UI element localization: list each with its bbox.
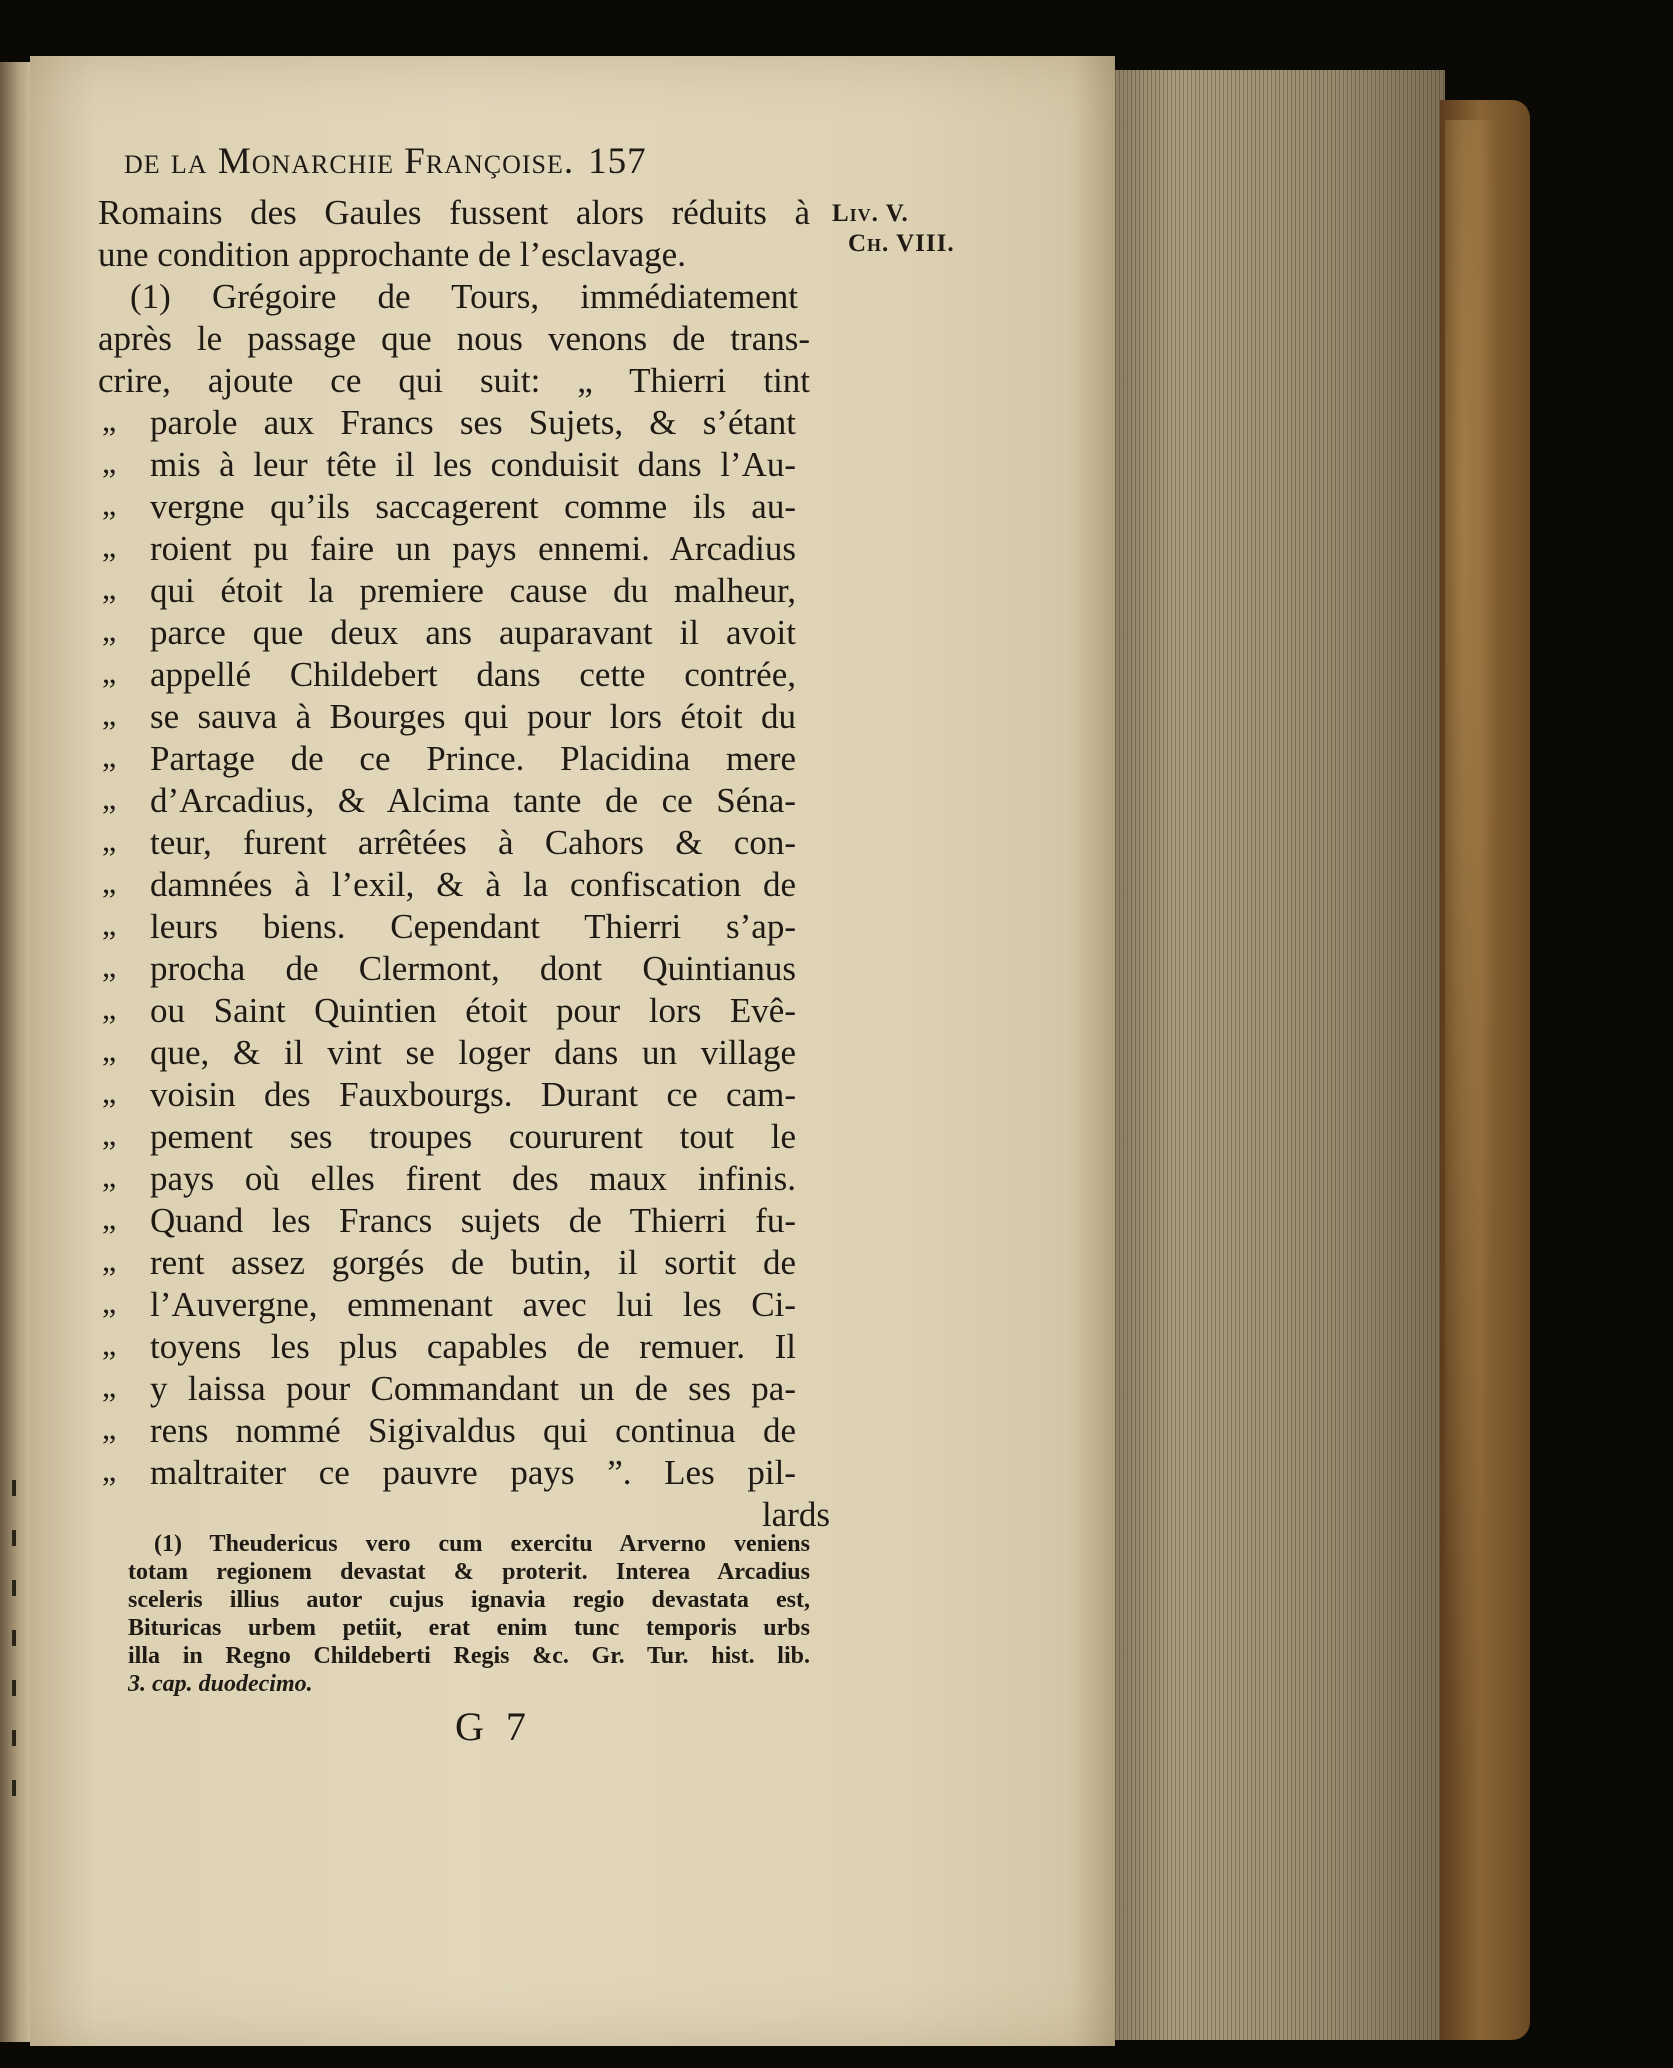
running-head <box>124 140 824 183</box>
running-head-title: de la Monarchie Françoise. <box>124 141 575 182</box>
body-line: une condition approchante de l’esclavage. <box>98 235 686 274</box>
body-line: d’Arcadius, & Alcima tante de ce Séna- <box>150 781 796 820</box>
quote-mark: „ <box>102 612 117 648</box>
quote-mark: „ <box>102 738 117 774</box>
body-line: ou Saint Quintien étoit pour lors Evê- <box>150 991 796 1030</box>
quote-mark: „ <box>102 864 117 900</box>
quote-mark: „ <box>102 948 117 984</box>
footnote-line: Bituricas urbem petiit, erat enim tunc temporis urbs <box>128 1615 810 1641</box>
quote-mark: „ <box>102 1452 117 1488</box>
body-line: parole aux Francs ses Sujets, & s’étant <box>150 403 796 442</box>
quote-mark: „ <box>102 822 117 858</box>
footnote-line: (1) Theudericus vero cum exercitu Arverno veniens <box>154 1531 810 1557</box>
quote-mark: „ <box>102 654 117 690</box>
quote-mark: „ <box>102 990 117 1026</box>
quote-mark: „ <box>102 1200 117 1236</box>
body-line: pays où elles firent des maux infinis. <box>150 1159 796 1198</box>
quote-mark: „ <box>102 1032 117 1068</box>
body-line: y laissa pour Commandant un de ses pa- <box>150 1369 796 1408</box>
quote-mark: „ <box>102 906 117 942</box>
body-line: maltraiter ce pauvre pays ”. Les pil- <box>150 1453 796 1492</box>
body-line: teur, furent arrêtées à Cahors & con- <box>150 823 796 862</box>
body-line: qui étoit la premiere cause du malheur, <box>150 571 796 610</box>
body-line: se sauva à Bourges qui pour lors étoit du <box>150 697 796 736</box>
quote-mark: „ <box>102 570 117 606</box>
quote-mark: „ <box>102 486 117 522</box>
quote-mark: „ <box>102 402 117 438</box>
page-number: 157 <box>588 141 647 182</box>
quote-mark: „ <box>102 1116 117 1152</box>
catchword: lards <box>761 1495 830 1534</box>
quote-mark: „ <box>102 528 117 564</box>
body-line: rens nommé Sigivaldus qui continua de <box>150 1411 796 1450</box>
quote-mark: „ <box>102 1410 117 1446</box>
body-line: procha de Clermont, dont Quintianus <box>150 949 796 988</box>
body-line: damnées à l’exil, & à la confiscation de <box>150 865 796 904</box>
quote-mark: „ <box>102 696 117 732</box>
quote-mark: „ <box>102 1284 117 1320</box>
body-line: crire, ajoute ce qui suit: „ Thierri tint <box>98 361 810 400</box>
quote-mark: „ <box>102 1368 117 1404</box>
quote-mark: „ <box>102 444 117 480</box>
body-line: voisin des Fauxbourgs. Durant ce cam- <box>150 1075 796 1114</box>
body-line: rent assez gorgés de butin, il sortit de <box>150 1243 796 1282</box>
body-line: que, & il vint se loger dans un village <box>150 1033 796 1072</box>
body-line: parce que deux ans auparavant il avoit <box>150 613 796 652</box>
body-line: leurs biens. Cependant Thierri s’ap- <box>150 907 796 946</box>
body-line: (1) Grégoire de Tours, immédiatement <box>130 277 798 316</box>
body-line: roient pu faire un pays ennemi. Arcadius <box>150 529 796 568</box>
signature-mark: G 7 <box>455 1704 532 1749</box>
body-line: mis à leur tête il les conduisit dans l’Au- <box>150 445 796 484</box>
margin-note-chapter: Ch. VIII. <box>848 230 955 257</box>
quote-mark: „ <box>102 780 117 816</box>
quote-mark: „ <box>102 1074 117 1110</box>
body-line: pement ses troupes coururent tout le <box>150 1117 796 1156</box>
body-line: après le passage que nous venons de trans- <box>98 319 810 358</box>
body-line: vergne qu’ils saccagerent comme ils au- <box>150 487 796 526</box>
margin-note-book: Liv. V. <box>832 200 909 227</box>
body-line: l’Auvergne, emmenant avec lui les Ci- <box>150 1285 796 1324</box>
body-line: toyens les plus capables de remuer. Il <box>150 1327 796 1366</box>
quote-mark: „ <box>102 1242 117 1278</box>
quote-mark: „ <box>102 1158 117 1194</box>
quote-mark: „ <box>102 1326 117 1362</box>
footnote-line: totam regionem devastat & proterit. Interea Arcadius <box>128 1559 810 1585</box>
body-line: Quand les Francs sujets de Thierri fu- <box>150 1201 796 1240</box>
body-line: Romains des Gaules fussent alors réduits à <box>98 193 810 232</box>
body-line: Partage de ce Prince. Placidina mere <box>150 739 796 778</box>
footnote-line: illa in Regno Childeberti Regis &c. Gr. Tur. hist. lib. <box>128 1643 810 1669</box>
footnote-line: 3. cap. duodecimo. <box>128 1671 313 1697</box>
body-line: appellé Childebert dans cette contrée, <box>150 655 796 694</box>
footnote-line: sceleris illius autor cujus ignavia regio devastata est, <box>128 1587 810 1613</box>
